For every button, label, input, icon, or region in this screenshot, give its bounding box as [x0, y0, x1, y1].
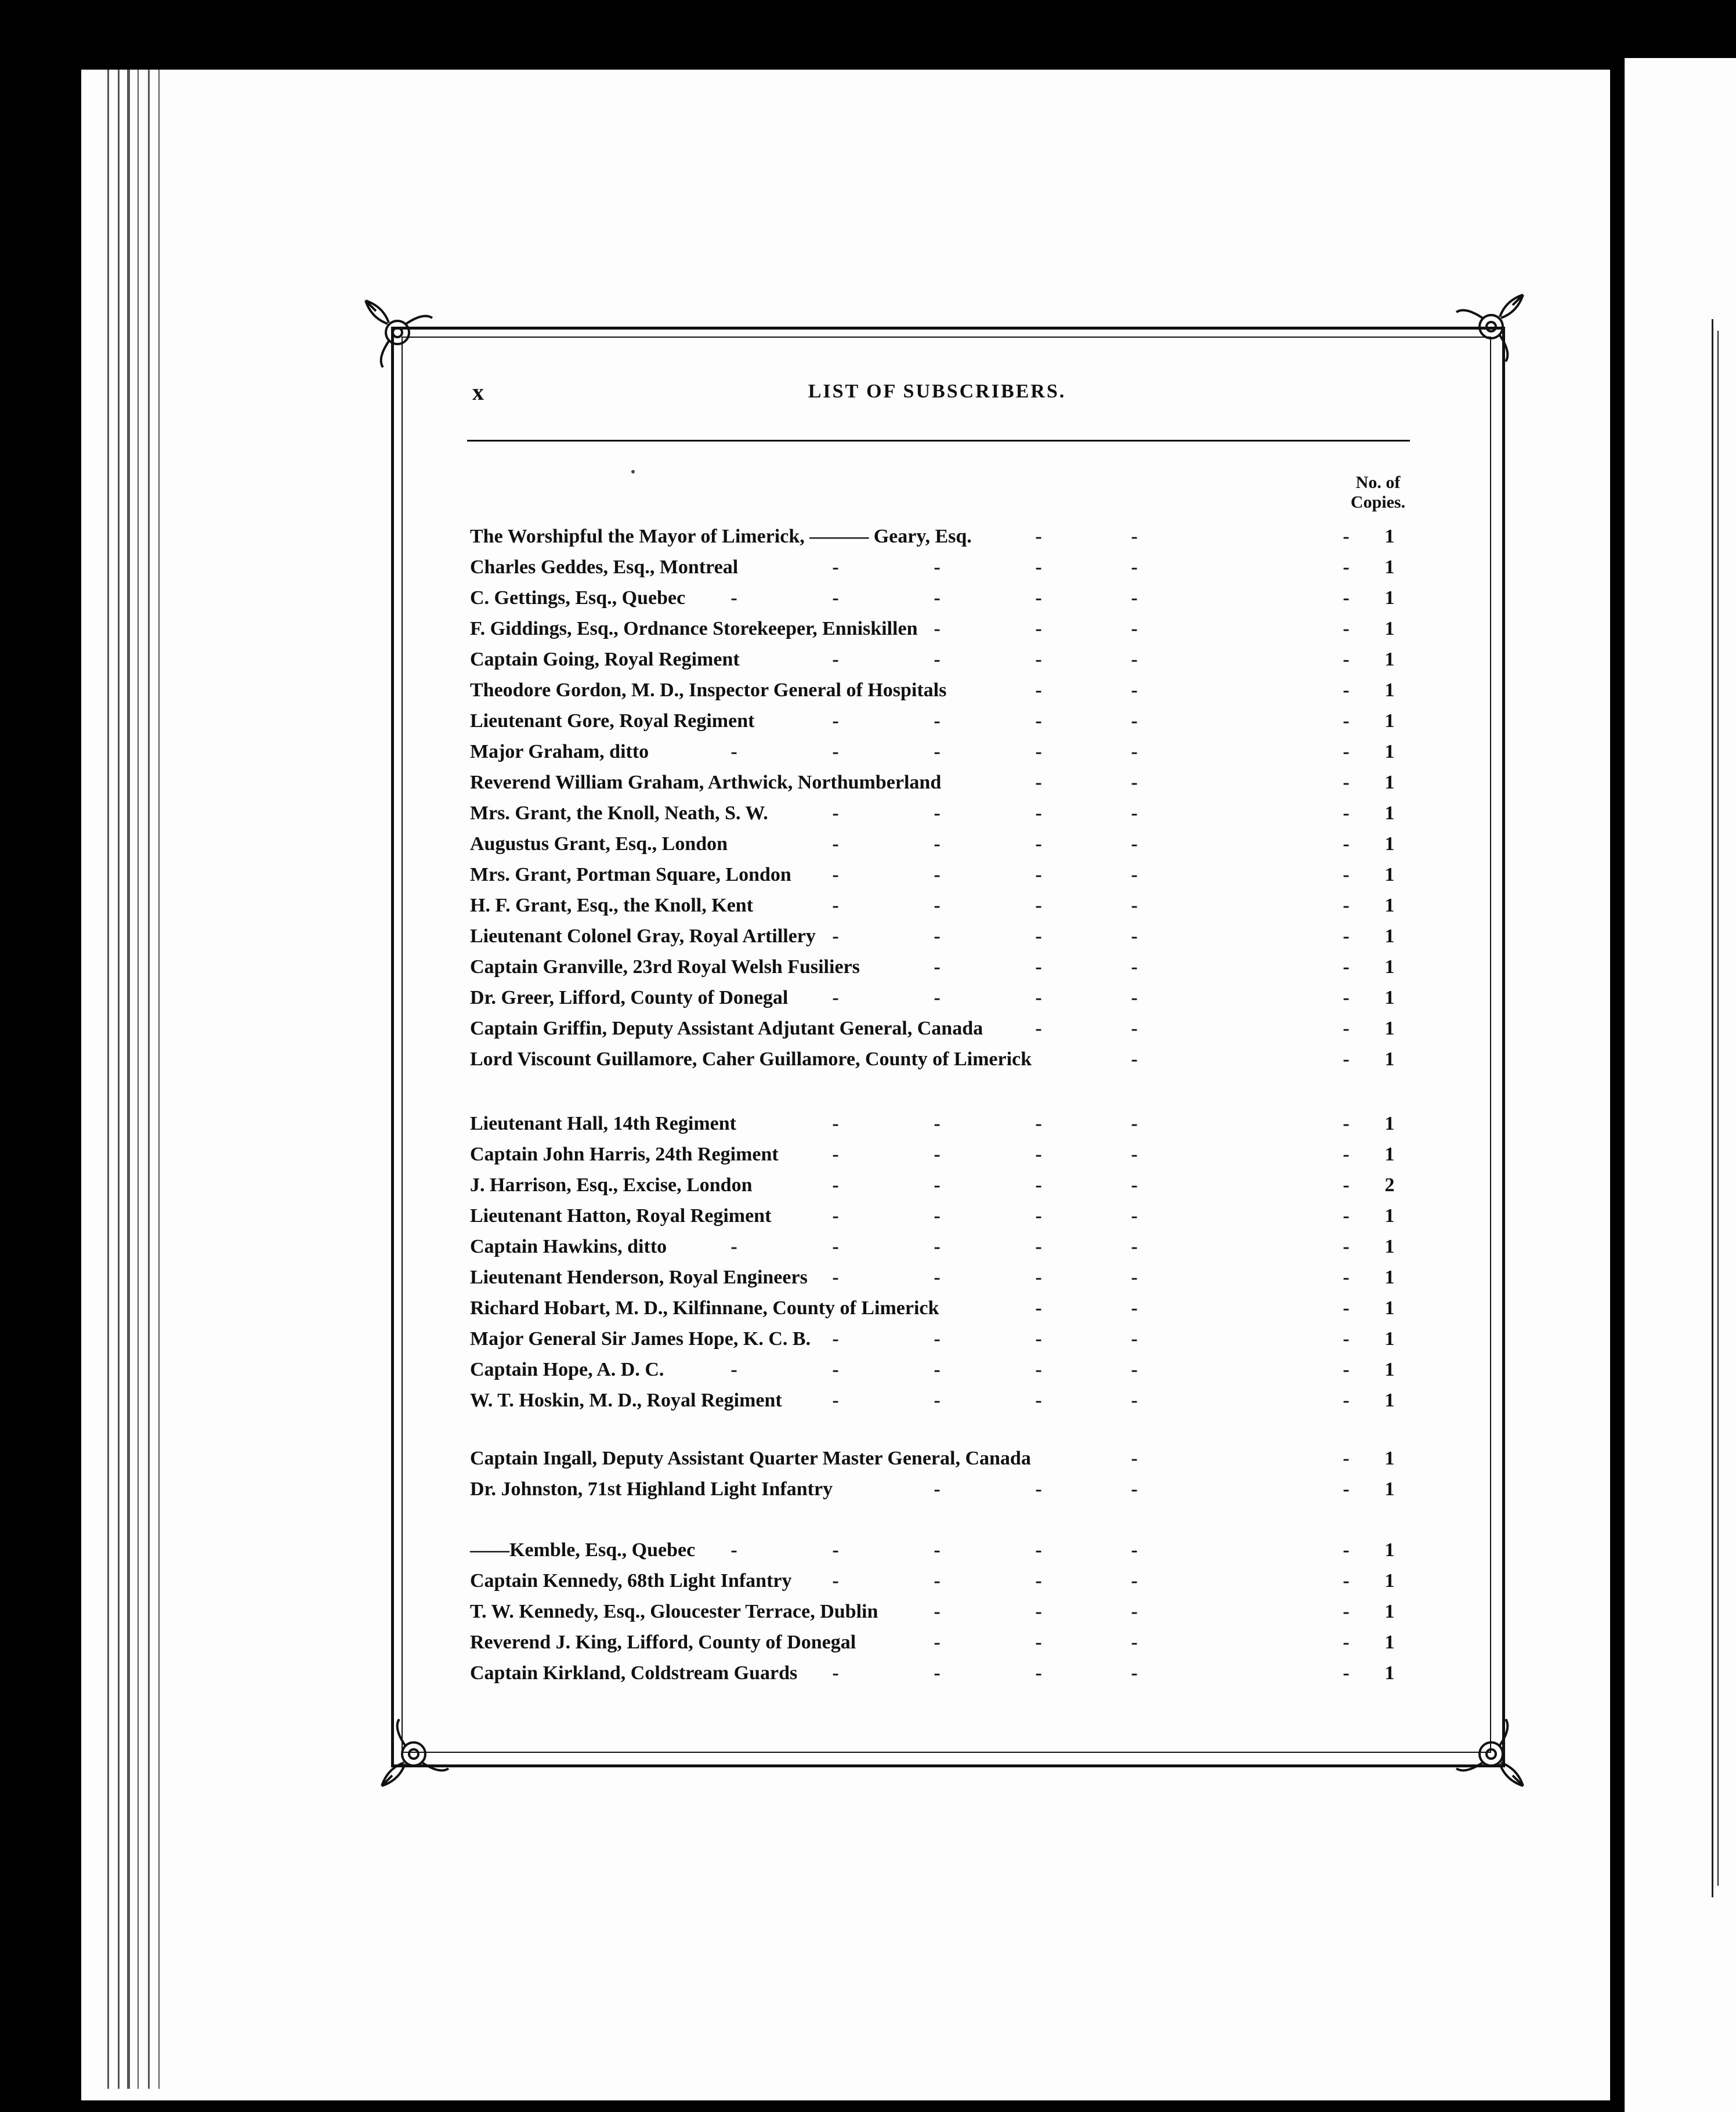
- leader-dash: -: [1343, 1018, 1350, 1039]
- leader-dash: -: [1343, 649, 1350, 670]
- leader-dash: -: [1035, 987, 1042, 1008]
- leader-dash: -: [1035, 1205, 1042, 1227]
- leader-dash: -: [1343, 1144, 1350, 1165]
- subscriber-entry: [470, 1662, 1410, 1693]
- leader-dash: -: [934, 1662, 941, 1684]
- subscriber-entry: [470, 864, 1410, 894]
- leader-dash: -: [1035, 802, 1042, 824]
- leader-dash: -: [730, 1359, 737, 1380]
- subscriber-name: Mrs. Grant, Portman Square, London: [470, 864, 791, 885]
- subscriber-name: Lieutenant Henderson, Royal Engineers: [470, 1267, 808, 1288]
- subscriber-name: Major Graham, ditto: [470, 741, 649, 762]
- leader-dash: -: [1131, 925, 1138, 947]
- subscriber-name: Theodore Gordon, M. D., Inspector General of Hospitals: [470, 679, 947, 701]
- copies-count: 1: [1384, 956, 1395, 978]
- subscriber-entry: [470, 1601, 1410, 1631]
- leader-dash: -: [1035, 649, 1042, 670]
- leader-dash: -: [1343, 956, 1350, 978]
- leader-dash: -: [1035, 1390, 1042, 1411]
- leader-dash: -: [1131, 833, 1138, 855]
- subscriber-name: Captain John Harris, 24th Regiment: [470, 1144, 779, 1165]
- leader-dash: -: [1035, 864, 1042, 885]
- subscriber-entry: [470, 1267, 1410, 1297]
- leader-dash: -: [1035, 526, 1042, 547]
- leader-dash: -: [1343, 710, 1350, 732]
- leader-dash: -: [1131, 1267, 1138, 1288]
- copies-count: 1: [1384, 649, 1395, 670]
- subscriber-entry: [470, 1328, 1410, 1358]
- leader-dash: -: [1131, 649, 1138, 670]
- leader-dash: -: [1343, 925, 1350, 947]
- subscriber-name: Augustus Grant, Esq., London: [470, 833, 728, 855]
- leader-dash: -: [1131, 556, 1138, 578]
- subscriber-entry: [470, 526, 1410, 556]
- copies-count: 1: [1384, 1328, 1395, 1350]
- leader-dash: -: [1131, 1297, 1138, 1319]
- leader-dash: -: [1343, 1478, 1350, 1500]
- leader-dash: -: [1131, 1144, 1138, 1165]
- subscriber-name: Charles Geddes, Esq., Montreal: [470, 556, 739, 578]
- leader-dash: -: [1343, 1297, 1350, 1319]
- leader-dash: -: [832, 710, 839, 732]
- leader-dash: -: [1035, 1601, 1042, 1622]
- corner-ornament-icon: [1453, 1716, 1529, 1792]
- leader-dash: -: [832, 649, 839, 670]
- leader-dash: -: [934, 1390, 941, 1411]
- subscriber-name: Lord Viscount Guillamore, Caher Guillamore, County of Limerick: [470, 1048, 1032, 1070]
- leader-dash: -: [934, 1601, 941, 1622]
- subscriber-entry: [470, 1448, 1410, 1478]
- leader-dash: -: [1131, 1662, 1138, 1684]
- leader-dash: -: [1131, 1570, 1138, 1592]
- leader-dash: -: [1131, 1632, 1138, 1653]
- leader-dash: -: [1035, 1359, 1042, 1380]
- leader-dash: -: [1131, 1236, 1138, 1257]
- leader-dash: -: [1343, 1328, 1350, 1350]
- leader-dash: -: [1035, 895, 1042, 916]
- subscriber-entry: [470, 1174, 1410, 1205]
- corner-ornament-icon: [376, 1716, 451, 1792]
- copies-count: 1: [1384, 1205, 1395, 1227]
- leader-dash: -: [832, 833, 839, 855]
- leader-dash: -: [1343, 1359, 1350, 1380]
- leader-dash: -: [832, 925, 839, 947]
- leader-dash: -: [730, 741, 737, 762]
- subscriber-name: J. Harrison, Esq., Excise, London: [470, 1174, 753, 1196]
- copies-count: 1: [1384, 587, 1395, 609]
- leader-dash: -: [934, 802, 941, 824]
- leader-dash: -: [1035, 1297, 1042, 1319]
- leader-dash: -: [1343, 895, 1350, 916]
- leader-dash: -: [1343, 1174, 1350, 1196]
- leader-dash: -: [1131, 802, 1138, 824]
- subscriber-name: Captain Hawkins, ditto: [470, 1236, 667, 1257]
- copies-column-header: No. of Copies.: [1350, 473, 1406, 512]
- leader-dash: -: [1343, 1267, 1350, 1288]
- leader-dash: -: [1035, 1267, 1042, 1288]
- leader-dash: -: [1343, 741, 1350, 762]
- subscriber-name: Lieutenant Hatton, Royal Regiment: [470, 1205, 772, 1227]
- subscriber-entry: [470, 1539, 1410, 1569]
- leader-dash: -: [934, 987, 941, 1008]
- subscriber-entry: [470, 987, 1410, 1017]
- subscriber-entry: [470, 1297, 1410, 1328]
- leader-dash: -: [934, 1359, 941, 1380]
- leader-dash: -: [832, 556, 839, 578]
- corner-ornament-icon: [1453, 289, 1529, 364]
- copies-count: 1: [1384, 925, 1395, 947]
- leader-dash: -: [1035, 1632, 1042, 1653]
- subscriber-name: Major General Sir James Hope, K. C. B.: [470, 1328, 811, 1350]
- leader-dash: -: [832, 802, 839, 824]
- subscriber-name: F. Giddings, Esq., Ordnance Storekeeper, Enniskillen: [470, 618, 918, 639]
- copies-count: 1: [1384, 987, 1395, 1008]
- leader-dash: -: [832, 1144, 839, 1165]
- subscriber-entry: [470, 833, 1410, 863]
- subscriber-name: Reverend William Graham, Arthwick, Northumberland: [470, 772, 942, 793]
- leader-dash: -: [730, 587, 737, 609]
- leader-dash: -: [1131, 772, 1138, 793]
- copies-count: 1: [1384, 1662, 1395, 1684]
- leader-dash: -: [1131, 1113, 1138, 1134]
- leader-dash: -: [1035, 1174, 1042, 1196]
- copies-count: 1: [1384, 1539, 1395, 1561]
- leader-dash: -: [1343, 1113, 1350, 1134]
- subscriber-name: The Worshipful the Mayor of Limerick, ——— Geary, Esq.: [470, 526, 972, 547]
- leader-dash: -: [1131, 1478, 1138, 1500]
- subscriber-name: Captain Granville, 23rd Royal Welsh Fusiliers: [470, 956, 860, 978]
- leader-dash: -: [1035, 1144, 1042, 1165]
- leader-dash: -: [1343, 587, 1350, 609]
- leader-dash: -: [730, 1236, 737, 1257]
- copies-count: 1: [1384, 1601, 1395, 1622]
- leader-dash: -: [934, 1570, 941, 1592]
- leader-dash: -: [832, 1205, 839, 1227]
- subscriber-entry: [470, 679, 1410, 710]
- page-folio: x: [472, 379, 485, 405]
- leader-dash: -: [1343, 833, 1350, 855]
- copies-count: 1: [1384, 772, 1395, 793]
- leader-dash: -: [1131, 895, 1138, 916]
- subscriber-name: Dr. Johnston, 71st Highland Light Infantry: [470, 1478, 833, 1500]
- leader-dash: -: [832, 1174, 839, 1196]
- leader-dash: -: [1343, 679, 1350, 701]
- page-title: LIST OF SUBSCRIBERS.: [808, 381, 1066, 402]
- leader-dash: -: [934, 1632, 941, 1653]
- leader-dash: -: [934, 895, 941, 916]
- subscriber-name: T. W. Kennedy, Esq., Gloucester Terrace, Dublin: [470, 1601, 878, 1622]
- leader-dash: -: [1343, 1205, 1350, 1227]
- leader-dash: -: [1131, 1174, 1138, 1196]
- leader-dash: -: [1343, 1570, 1350, 1592]
- copies-count: 1: [1384, 741, 1395, 762]
- leader-dash: -: [934, 864, 941, 885]
- leader-dash: -: [1035, 741, 1042, 762]
- leader-dash: -: [1035, 1113, 1042, 1134]
- leader-dash: -: [1343, 1048, 1350, 1070]
- leader-dash: -: [1343, 1601, 1350, 1622]
- copies-count: 1: [1384, 1297, 1395, 1319]
- subscriber-entry: [470, 1113, 1410, 1143]
- leader-dash: -: [1343, 772, 1350, 793]
- copies-count: 1: [1384, 1267, 1395, 1288]
- leader-dash: -: [1131, 1448, 1138, 1469]
- copies-count: 1: [1384, 1448, 1395, 1469]
- leader-dash: -: [1131, 710, 1138, 732]
- leader-dash: -: [1035, 679, 1042, 701]
- leader-dash: -: [1131, 987, 1138, 1008]
- leader-dash: -: [1035, 833, 1042, 855]
- subscriber-name: Captain Going, Royal Regiment: [470, 649, 740, 670]
- subscriber-name: Captain Griffin, Deputy Assistant Adjutant General, Canada: [470, 1018, 983, 1039]
- subscriber-entry: [470, 1048, 1410, 1079]
- subscriber-entry: [470, 956, 1410, 986]
- running-head: [464, 378, 1410, 413]
- leader-dash: -: [832, 741, 839, 762]
- leader-dash: -: [832, 1662, 839, 1684]
- leader-dash: -: [934, 1174, 941, 1196]
- copies-count: 2: [1384, 1174, 1395, 1196]
- leader-dash: -: [934, 649, 941, 670]
- subscriber-name: Captain Ingall, Deputy Assistant Quarter Master General, Canada: [470, 1448, 1031, 1469]
- leader-dash: -: [1343, 526, 1350, 547]
- leader-dash: -: [832, 1390, 839, 1411]
- subscriber-name: Reverend J. King, Lifford, County of Donegal: [470, 1632, 856, 1653]
- leader-dash: -: [1343, 618, 1350, 639]
- copies-count: 1: [1384, 556, 1395, 578]
- subscriber-entry: [470, 1205, 1410, 1235]
- leader-dash: -: [934, 833, 941, 855]
- facing-page-edge: [1625, 58, 1736, 2112]
- leader-dash: -: [1131, 1539, 1138, 1561]
- subscriber-entry: [470, 1478, 1410, 1509]
- subscriber-entry: [470, 1236, 1410, 1266]
- copies-count: 1: [1384, 1478, 1395, 1500]
- leader-dash: -: [832, 1236, 839, 1257]
- subscriber-entry: [470, 710, 1410, 740]
- subscriber-entry: [470, 1018, 1410, 1048]
- copies-count: 1: [1384, 1236, 1395, 1257]
- subscriber-entry: [470, 1359, 1410, 1389]
- leader-dash: -: [1131, 587, 1138, 609]
- leader-dash: -: [1343, 864, 1350, 885]
- leader-dash: -: [934, 1539, 941, 1561]
- subscriber-name: H. F. Grant, Esq., the Knoll, Kent: [470, 895, 754, 916]
- subscriber-name: C. Gettings, Esq., Quebec: [470, 587, 686, 609]
- leader-dash: -: [1035, 618, 1042, 639]
- subscriber-name: Mrs. Grant, the Knoll, Neath, S. W.: [470, 802, 768, 824]
- leader-dash: -: [934, 710, 941, 732]
- leader-dash: -: [1131, 1359, 1138, 1380]
- subscriber-entry: [470, 556, 1410, 587]
- subscriber-entry: [470, 741, 1410, 771]
- leader-dash: -: [1343, 556, 1350, 578]
- copies-count: 1: [1384, 679, 1395, 701]
- leader-dash: -: [832, 987, 839, 1008]
- leader-dash: -: [1131, 1390, 1138, 1411]
- leader-dash: -: [832, 1328, 839, 1350]
- leader-dash: -: [934, 618, 941, 639]
- leader-dash: -: [934, 587, 941, 609]
- leader-dash: -: [1131, 1018, 1138, 1039]
- leader-dash: -: [1131, 741, 1138, 762]
- leader-dash: -: [1131, 1048, 1138, 1070]
- leader-dash: -: [1131, 679, 1138, 701]
- leader-dash: -: [1131, 864, 1138, 885]
- subscriber-entry: [470, 1144, 1410, 1174]
- leader-dash: -: [1035, 1539, 1042, 1561]
- leader-dash: -: [1131, 618, 1138, 639]
- leader-dash: -: [832, 864, 839, 885]
- leader-dash: -: [832, 587, 839, 609]
- leader-dash: -: [1035, 772, 1042, 793]
- subscriber-entry: [470, 587, 1410, 617]
- leader-dash: -: [934, 1205, 941, 1227]
- subscriber-name: Lieutenant Hall, 14th Regiment: [470, 1113, 736, 1134]
- leader-dash: -: [730, 1539, 737, 1561]
- leader-dash: -: [832, 1359, 839, 1380]
- leader-dash: -: [832, 1570, 839, 1592]
- leader-dash: -: [1343, 1390, 1350, 1411]
- leader-dash: -: [1035, 925, 1042, 947]
- leader-dash: -: [934, 956, 941, 978]
- leader-dash: -: [1343, 1448, 1350, 1469]
- leader-dash: -: [1131, 1328, 1138, 1350]
- leader-dash: -: [832, 1267, 839, 1288]
- copies-count: 1: [1384, 618, 1395, 639]
- subscriber-name: Captain Hope, A. D. C.: [470, 1359, 664, 1380]
- leader-dash: -: [1131, 526, 1138, 547]
- copies-count: 1: [1384, 710, 1395, 732]
- leader-dash: -: [1035, 1570, 1042, 1592]
- subscriber-name: W. T. Hoskin, M. D., Royal Regiment: [470, 1390, 782, 1411]
- leader-dash: -: [934, 1478, 941, 1500]
- header-rule: [467, 440, 1410, 442]
- subscriber-entry: [470, 1390, 1410, 1420]
- subscriber-name: Captain Kennedy, 68th Light Infantry: [470, 1570, 792, 1592]
- copies-count: 1: [1384, 1018, 1395, 1039]
- leader-dash: -: [934, 1328, 941, 1350]
- subscriber-name: Captain Kirkland, Coldstream Guards: [470, 1662, 798, 1684]
- corner-ornament-icon: [360, 295, 435, 370]
- copies-count: 1: [1384, 1390, 1395, 1411]
- leader-dash: -: [832, 1113, 839, 1134]
- leader-dash: -: [1035, 1236, 1042, 1257]
- leader-dash: -: [934, 556, 941, 578]
- leader-dash: -: [1343, 1236, 1350, 1257]
- copies-count: 1: [1384, 864, 1395, 885]
- copies-count: 1: [1384, 1144, 1395, 1165]
- leader-dash: -: [1131, 1205, 1138, 1227]
- subscriber-name: Lieutenant Colonel Gray, Royal Artillery: [470, 925, 816, 947]
- leader-dash: -: [1343, 1632, 1350, 1653]
- copies-count: 1: [1384, 833, 1395, 855]
- leader-dash: -: [1035, 1328, 1042, 1350]
- leader-dash: -: [934, 741, 941, 762]
- leader-dash: -: [1343, 1662, 1350, 1684]
- leader-dash: -: [1035, 956, 1042, 978]
- binding-gutter: [102, 70, 171, 2089]
- leader-dash: -: [1131, 956, 1138, 978]
- leader-dash: -: [1035, 1662, 1042, 1684]
- leader-dash: -: [1343, 987, 1350, 1008]
- copies-count: 1: [1384, 1632, 1395, 1653]
- subscriber-entry: [470, 1570, 1410, 1600]
- leader-dash: -: [1343, 1539, 1350, 1561]
- subscriber-entry: [470, 649, 1410, 679]
- copies-count: 1: [1384, 526, 1395, 547]
- subscriber-entry: [470, 772, 1410, 802]
- subscriber-entry: [470, 925, 1410, 956]
- copies-count: 1: [1384, 1113, 1395, 1134]
- ink-speck: [631, 470, 635, 473]
- leader-dash: -: [1343, 802, 1350, 824]
- leader-dash: -: [934, 1144, 941, 1165]
- subscriber-name: ——Kemble, Esq., Quebec: [470, 1539, 696, 1561]
- subscriber-name: Richard Hobart, M. D., Kilfinnane, County of Limerick: [470, 1297, 939, 1319]
- leader-dash: -: [934, 1236, 941, 1257]
- subscriber-name: Dr. Greer, Lifford, County of Donegal: [470, 987, 789, 1008]
- leader-dash: -: [1131, 1601, 1138, 1622]
- leader-dash: -: [832, 1539, 839, 1561]
- copies-count: 1: [1384, 1359, 1395, 1380]
- copies-count: 1: [1384, 895, 1395, 916]
- subscriber-entry: [470, 618, 1410, 648]
- subscriber-entry: [470, 802, 1410, 833]
- leader-dash: -: [934, 1267, 941, 1288]
- leader-dash: -: [1035, 1018, 1042, 1039]
- leader-dash: -: [934, 925, 941, 947]
- copies-count: 1: [1384, 1570, 1395, 1592]
- subscriber-entry: [470, 1632, 1410, 1662]
- leader-dash: -: [934, 1113, 941, 1134]
- copies-count: 1: [1384, 802, 1395, 824]
- copies-count: 1: [1384, 1048, 1395, 1070]
- subscriber-name: Lieutenant Gore, Royal Regiment: [470, 710, 755, 732]
- leader-dash: -: [1035, 1478, 1042, 1500]
- leader-dash: -: [1035, 587, 1042, 609]
- leader-dash: -: [1035, 556, 1042, 578]
- leader-dash: -: [832, 895, 839, 916]
- leader-dash: -: [1035, 710, 1042, 732]
- subscriber-entry: [470, 895, 1410, 925]
